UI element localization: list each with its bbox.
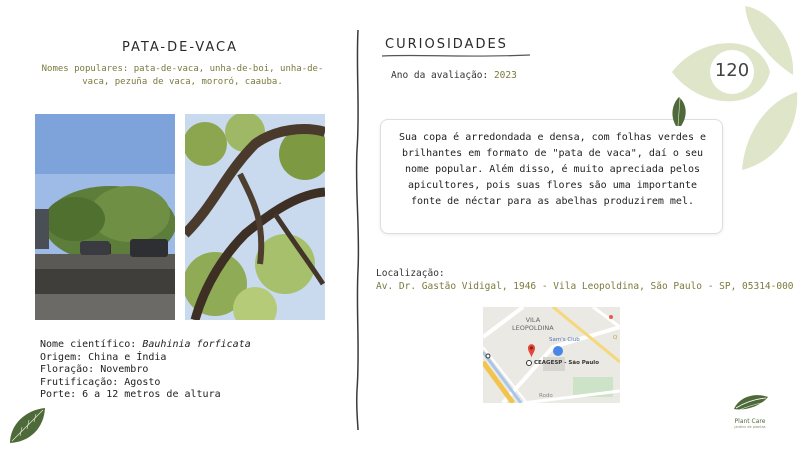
map-edge-label: Q (613, 335, 618, 341)
location-label: Localização: (376, 268, 445, 279)
brand-name: Plant Care (734, 418, 766, 425)
brand-tagline: jardins de plantas (734, 425, 766, 429)
brand-logo (722, 393, 778, 429)
curiosity-text: Sua copa é arredondada e densa, com folhas verdes e brilhantes em formato de "pata de vaca", daí o seu nome popular. Além disso, é muito apreciada pelos apicultores, pois suas flores são uma importante fonte de néctar para as abelhas produzirem mel. (398, 132, 707, 207)
scientific-name: Bauhinia forficata (142, 339, 251, 350)
year-label: Ano da avaliação: (391, 70, 494, 81)
flowering: Floração: Novembro (40, 364, 149, 375)
map-district-line2: LEOPOLDINA (512, 324, 554, 332)
map-street-label: Rodo (539, 393, 553, 399)
fruiting: Frutificação: Agosto (40, 376, 161, 388)
scientific-label: Nome científico: (40, 339, 143, 350)
page-number: 120 (714, 60, 750, 81)
brand-leaf-icon (730, 393, 770, 413)
year-value: 2023 (493, 70, 517, 81)
popular-names: Nomes populares: pata-de-vaca, unha-de-boi, unha-de-vaca, pezuña de vaca, mororó, caauba. (41, 64, 324, 87)
map-store-label: Sam's Club (549, 337, 580, 343)
curiosities-heading: CURIOSIDADES (385, 37, 508, 52)
size: Porte: 6 a 12 metros de altura (40, 389, 221, 400)
leaf-right-icon (742, 92, 797, 170)
location-address: Av. Dr. Gastão Vidigal, 1946 - Vila Leopoldina, São Paulo - SP, 05314-000 (376, 281, 794, 292)
plant-title: PATA-DE-VACA (122, 40, 238, 55)
map-pin-label: CEAGESP - São Paulo (534, 360, 599, 366)
map-district-line1: VILA (525, 316, 541, 324)
origin: Origem: China e Índia (40, 351, 167, 363)
